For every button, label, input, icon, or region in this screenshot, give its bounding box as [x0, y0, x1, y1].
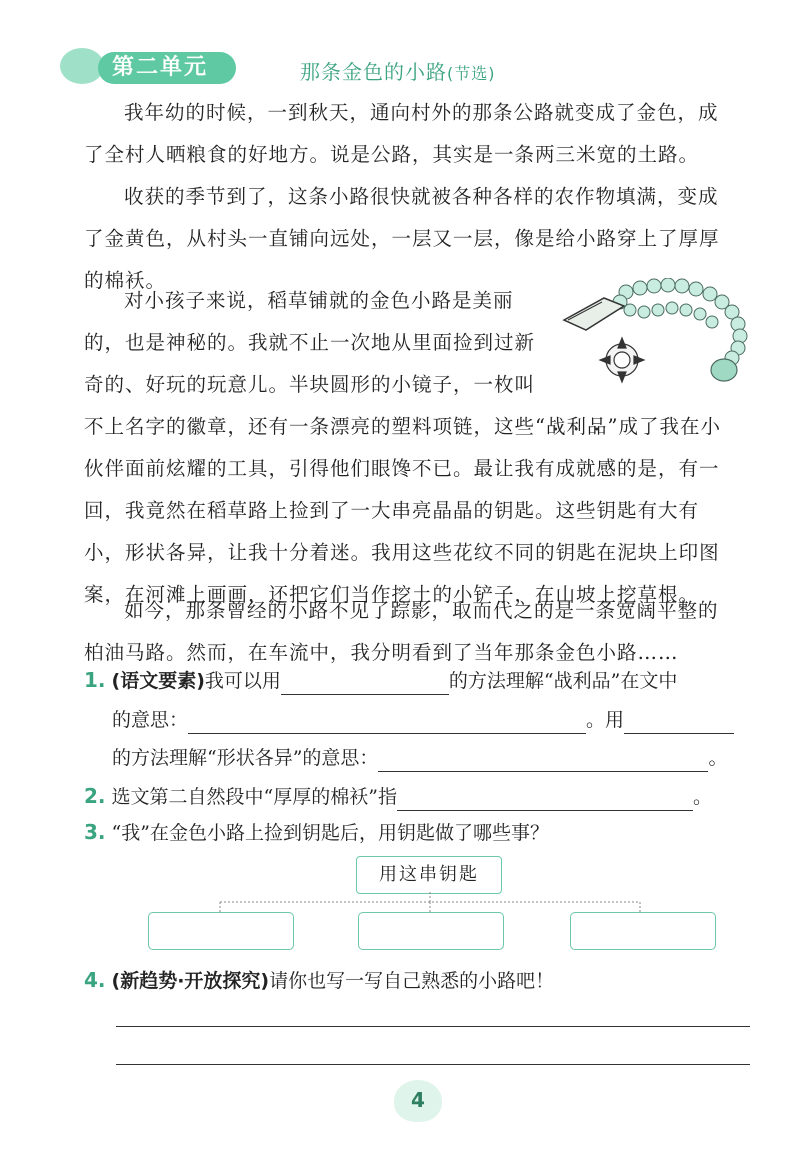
question-number: 2. [84, 784, 106, 808]
question-tag: (语文要素) [111, 670, 205, 692]
title-note: (节选) [447, 64, 496, 83]
text-segment: 小， [84, 541, 126, 564]
text-line: 收获的季节到了，这条小路很快就被各种各样的农作物填满，变成 [124, 185, 719, 208]
writing-line-2[interactable] [116, 1064, 750, 1065]
question-text: 选文第二自然段中“厚厚的棉袄”指 [111, 786, 397, 808]
writing-line-1[interactable] [116, 1026, 750, 1027]
question-number: 1. [84, 668, 106, 692]
question-1-line-1 [84, 666, 677, 695]
question-tag: (新趋势·开放探究) [111, 970, 270, 992]
question-number: 4. [84, 968, 106, 992]
answer-blank-meaning-2[interactable] [378, 749, 708, 772]
text-line: 我年幼的时候，一到秋天，通向村外的那条公路就变成了金色，成 [124, 101, 719, 124]
question-text: 的方法理解“形状各异”的意思： [112, 747, 379, 769]
paragraph-1 [84, 92, 756, 176]
text-line: 了全村人晒粮食的好地方。说是公路，其实是一条两三米宽的土路。 [84, 143, 700, 166]
question-text: 。 [692, 786, 712, 808]
text-line: 如今，那条曾经的小路不见了踪影，取而代之的是一条宽阔平整的 [124, 599, 719, 622]
unit-label: 第二单元 [98, 52, 236, 84]
text-line: 的棉袄。 [84, 269, 167, 292]
question-text: 的意思： [112, 709, 189, 731]
emphasis-char: 品 • [587, 415, 608, 438]
diagram-center-box: 用这串钥匙 [356, 856, 502, 894]
text-line: 回，我竟然在稻草路上捡到了一大串亮晶晶的钥匙。这些钥匙有大有 [84, 499, 700, 522]
text-line: 伙伴面前炫耀的工具，引得他们眼馋不已。最让我有成就感的是，有一 [84, 457, 720, 480]
question-1-line-2 [112, 706, 734, 734]
answer-blank-q2[interactable] [397, 788, 693, 811]
question-text: 的方法理解“战利品”在文中 [448, 670, 678, 692]
answer-box-1[interactable] [148, 912, 294, 950]
question-2 [84, 782, 712, 811]
emphasis-char: 战 • [546, 415, 567, 438]
text-line: 奇的、好玩的玩意儿。半块圆形的小镜子，一枚叫 [84, 373, 536, 396]
emphasis-char: 各 • [166, 541, 187, 564]
question-text: “我”在金色小路上捡到钥匙后，用钥匙做了哪些事？ [111, 822, 549, 844]
text-line: 了金黄色，从村头一直铺向远处，一层又一层，像是给小路穿上了厚厚 [84, 227, 720, 250]
text-segment: ，让我十分着迷。我用这些花纹不同的钥匙在泥块上印图 [207, 541, 720, 564]
text-line: 案，在河滩上画画，还把它们当作挖土的小铲子，在山坡上挖草根。 [84, 583, 700, 606]
text-segment: 不上名字的徽章，还有一条漂亮的塑料项链，这些“ [84, 415, 546, 438]
text-segment: ”成了我在小 [607, 415, 722, 438]
answer-box-3[interactable] [570, 912, 716, 950]
answer-blank-meaning-1[interactable] [188, 711, 586, 734]
necklace-illustration [560, 278, 756, 390]
text-line: 对小孩子来说，稻草铺就的金色小路是美丽 [124, 289, 514, 312]
answer-box-2[interactable] [358, 912, 504, 950]
emphasis-char: 利 • [567, 415, 588, 438]
question-text: 请你也写一写自己熟悉的小路吧！ [269, 970, 555, 992]
question-text: 我可以用 [204, 670, 281, 692]
answer-blank-method-2[interactable] [624, 711, 734, 734]
answer-blank-method-1[interactable] [281, 672, 449, 695]
text-line [84, 406, 756, 448]
question-number: 3. [84, 820, 106, 844]
page-number: 4 [411, 1088, 425, 1112]
passage-title [300, 56, 496, 85]
question-4 [84, 966, 554, 995]
text-line [84, 532, 756, 574]
emphasis-char: 异 • [187, 541, 208, 564]
question-1-line-3 [112, 744, 727, 772]
emphasis-char: 形 • [125, 541, 146, 564]
title-text: 那条金色的小路 [300, 60, 447, 84]
question-text: 。 [708, 747, 728, 769]
text-line: 的，也是神秘的。我就不止一次地从里面捡到过新 [84, 331, 536, 354]
question-3 [84, 818, 549, 847]
unit-badge [60, 44, 230, 88]
question-text: 。用 [586, 709, 625, 731]
paragraph-4 [84, 590, 756, 674]
text-line: 柏油马路。然而，在车流中，我分明看到了当年那条金色小路…… [84, 641, 679, 664]
emphasis-char: 状 • [146, 541, 167, 564]
